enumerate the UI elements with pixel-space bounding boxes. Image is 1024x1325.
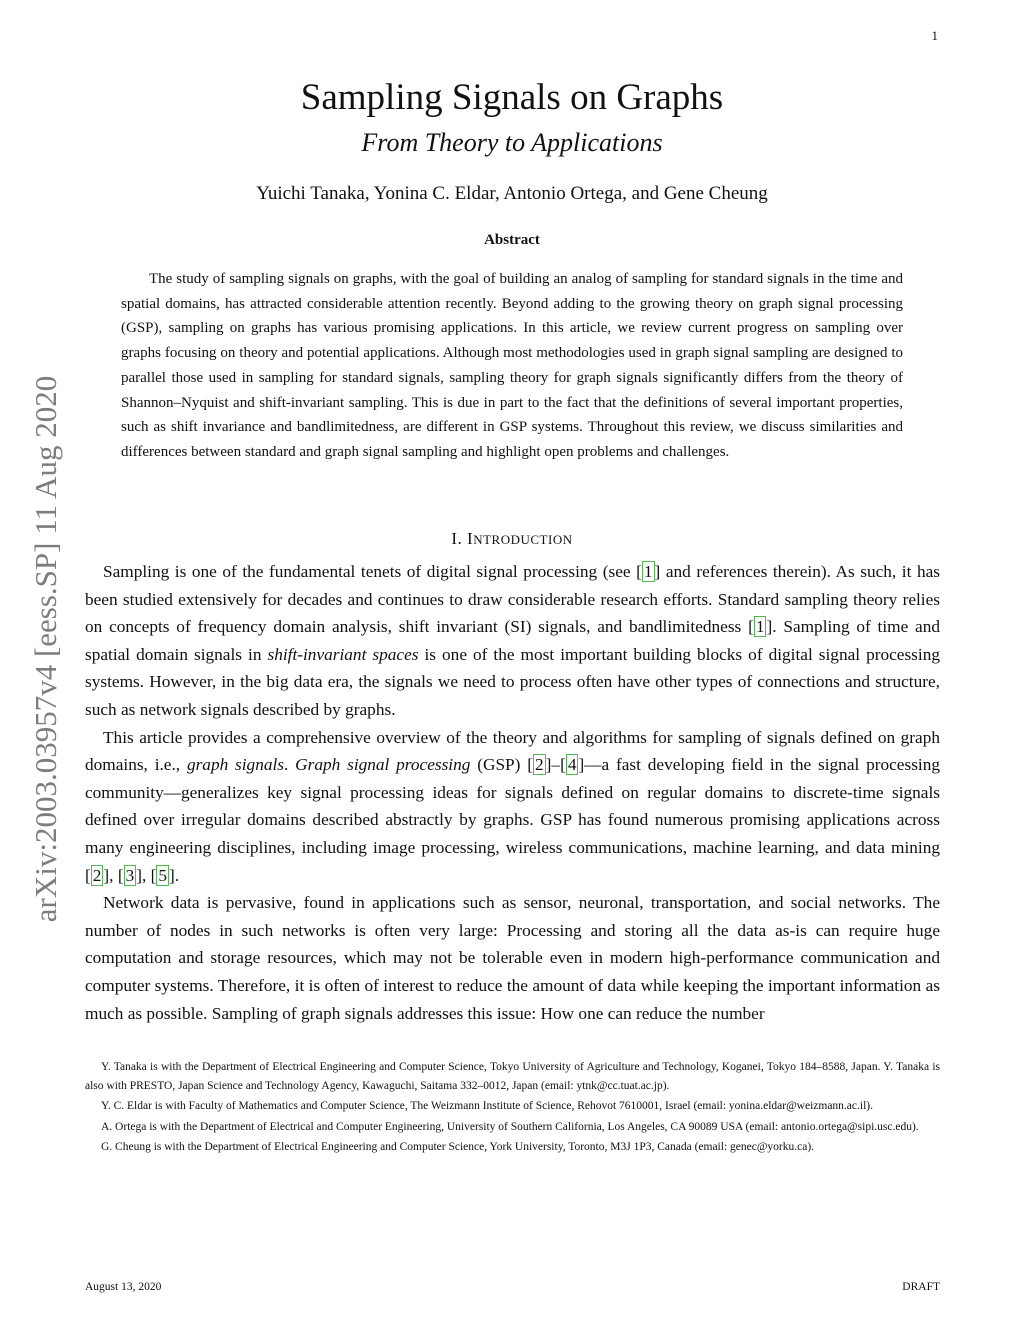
- intro-paragraph-1: Sampling is one of the fundamental tenets of digital signal processing (see [ 1 ] and references therein). As such, it has been studied extensively for decades and continues to draw considerable research efforts. Standard sampling theory relies on concepts of frequency domain analysis, shift invariant (SI) signals, and bandlimitedness [ 1 ]. Sampling of time and spatial domain signals in shift-invariant spaces is one of the most important building blocks of digital signal processing systems. However, in the big data era, the signals we need to process often have other types of connections and structure, such as network signals described by graphs.: [85, 562, 940, 719]
- page-number: 1: [931, 28, 938, 43]
- introduction-body: [85, 558, 940, 1027]
- citation-link[interactable]: 5: [158, 865, 168, 885]
- footnote-tanaka: Y. Tanaka is with the Department of Electrical Engineering and Computer Science, Tokyo University of Agriculture and Technology, Koganei, Tokyo 184–8588, Japan. Y. Tanaka is also with PRESTO, Japan Science and Technology Agency, Kawaguchi, Saitama 332–0012, Japan (email: ytnk@cc.tuat.ac.jp).: [85, 1061, 940, 1092]
- paper-subtitle: From Theory to Applications: [361, 128, 663, 157]
- paper-title: Sampling Signals on Graphs: [300, 77, 724, 118]
- citation-link[interactable]: 1: [643, 562, 653, 581]
- intro-paragraph-2: This article provides a comprehensive overview of the theory and algorithms for sampling of signals defined on graph domains, i.e., graph signals. Graph signal processing (GSP) [ 2 ]–[ 4 ]—a fast developing field in the signal processing community—generalizes key signal processing ideas for signals defined on regular domains to discrete-time signals defined over irregular domains described abstractly by graphs. GSP has found numerous promising applications across many engineering disciplines, including image processing, wireless communications, machine learning, and data mining [ 2 ], [ 3 ], [ 5 ].: [85, 727, 941, 885]
- section-heading: [0, 529, 1024, 549]
- footnote-cheung: G. Cheung is with the Department of Electrical Engineering and Computer Science, York University, Toronto, M3J 1P3, Canada (email: genec@yorku.ca).: [101, 1141, 815, 1153]
- author-footnotes: [85, 1058, 940, 1159]
- section-number: I.: [451, 529, 463, 548]
- citation-link[interactable]: 2: [535, 755, 544, 775]
- footnote-ortega: A. Ortega is with the Department of Electrical and Computer Engineering, University of Southern California, Los Angeles, CA 90089 USA (email: antonio.ortega@sipi.usc.edu).: [101, 1120, 919, 1133]
- footer-date: August 13, 2020: [85, 1281, 162, 1293]
- intro-paragraph-3: Network data is pervasive, found in applications such as sensor, neuronal, transportation, and social networks. The number of nodes in such networks is often very large: Processing and storing all the data as-is can require huge computation and storage resources, which may not be tolerable even in modern high-performance communication and computer systems. Therefore, it is often of interest to reduce the amount of data while keeping the important information as much as possible. Sampling of graph signals addresses this issue: How one can reduce the number: [85, 893, 940, 1023]
- citation-link[interactable]: 4: [567, 755, 577, 775]
- citation-link[interactable]: 1: [755, 617, 765, 637]
- footnote-eldar: Y. C. Eldar is with Faculty of Mathematics and Computer Science, The Weizmann Institute of Science, Rehovot 7610001, Israel (email: yonina.eldar@weizmann.ac.il).: [101, 1100, 873, 1112]
- abstract-heading: Abstract: [484, 232, 540, 248]
- abstract-body: The study of sampling signals on graphs, with the goal of building an analog of sampling for standard signals in the time and spatial domains, has attracted considerable attention recently. Beyond adding to the growing theory on graph signal processing (GSP), sampling on graphs has various promising applications. In this article, we review current progress on sampling over graphs focusing on theory and potential applications. Although most methodologies used in graph signal sampling are designed to parallel those used in sampling for standard signals, sampling theory for graph signals significantly differs from the theory of Shannon–Nyquist and shift-invariant sampling. This is due in part to the fact that the definitions of several important properties, such as shift invariance and bandlimitedness, are different in GSP systems. Throughout this review, we discuss similarities and differences between standard and graph signal sampling and highlight open problems and challenges.: [121, 271, 903, 460]
- citation-link[interactable]: 2: [92, 865, 102, 885]
- author-list: Yuichi Tanaka, Yonina C. Eldar, Antonio Ortega, and Gene Cheung: [256, 183, 768, 204]
- footer-draft-label: DRAFT: [902, 1281, 940, 1293]
- citation-link[interactable]: 3: [125, 865, 135, 885]
- section-title: INTRODUCTION: [467, 529, 573, 548]
- arxiv-identifier: arXiv:2003.03957v4 [eess.SP] 11 Aug 2020: [28, 375, 63, 923]
- arxiv-sidebar: [24, 343, 68, 955]
